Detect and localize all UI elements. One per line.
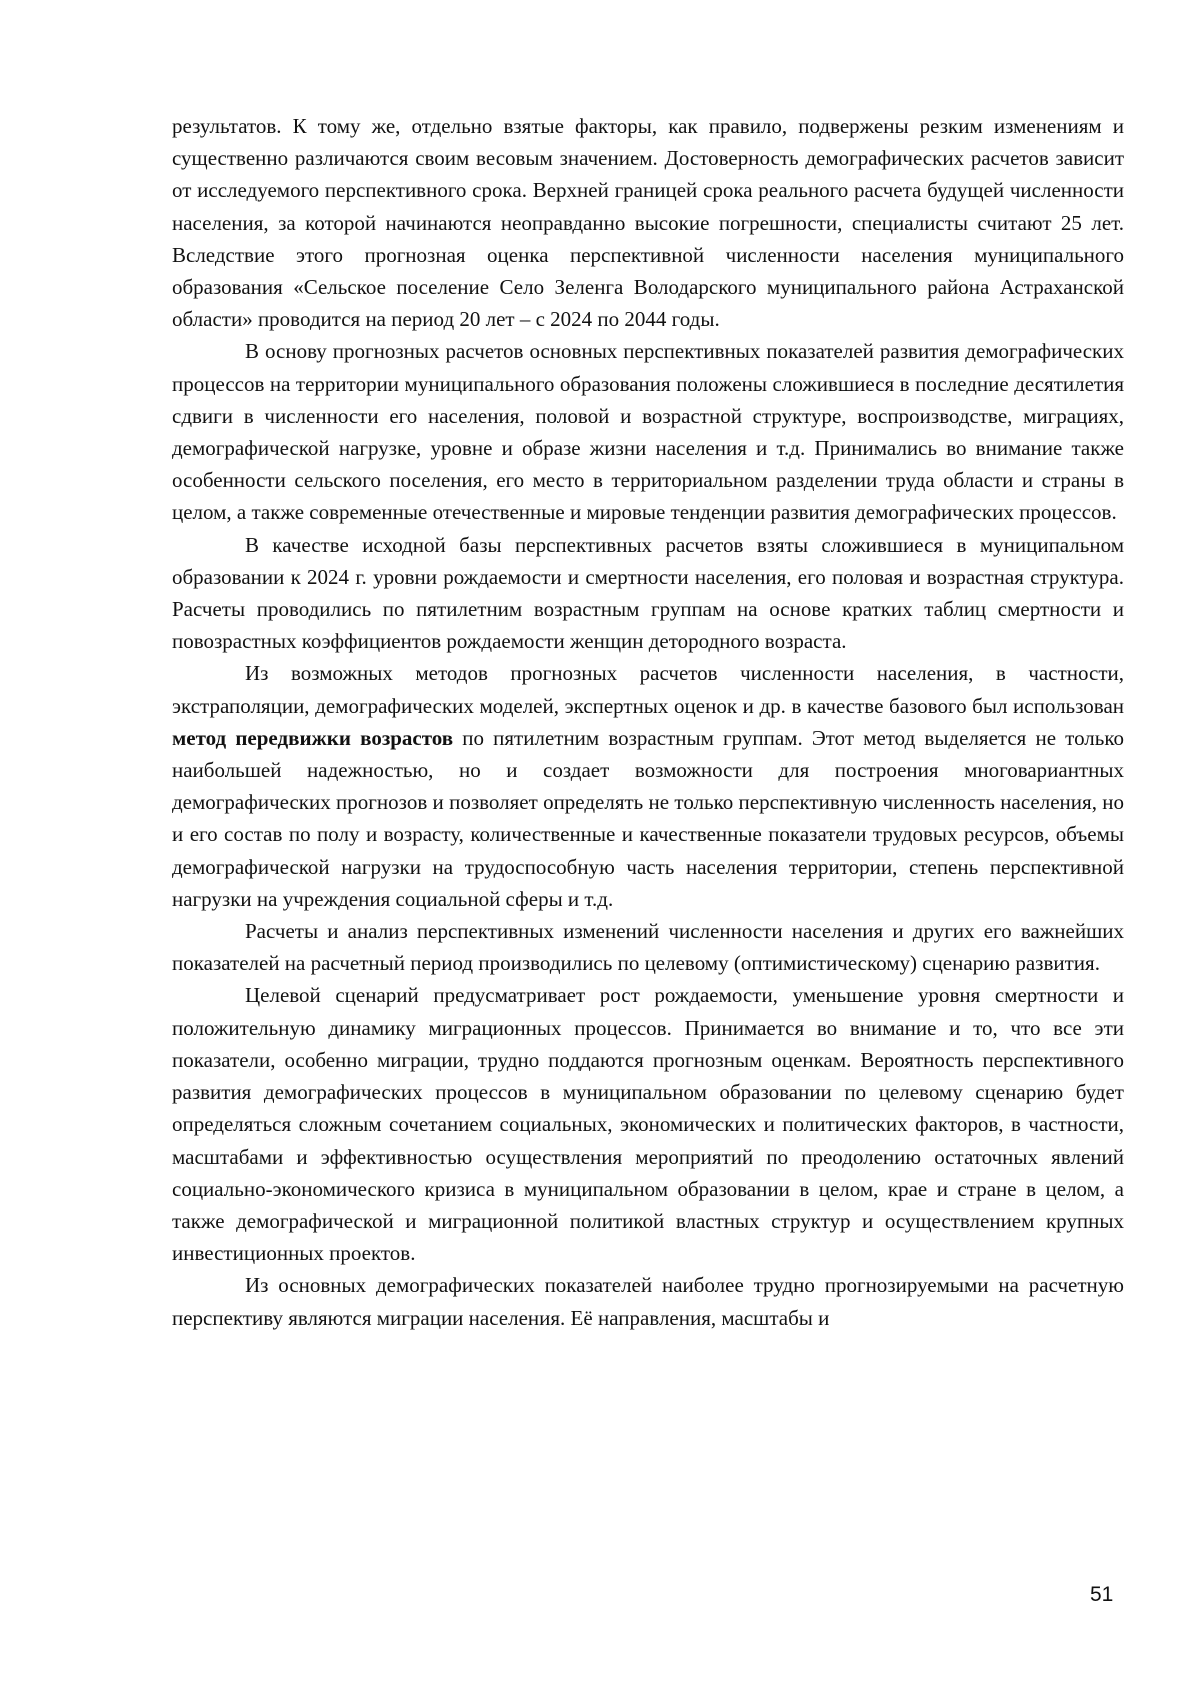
paragraph-1: результатов. К тому же, отдельно взятые факторы, как правило, подвержены резким изменениям и существенно различаются своим весовым значением. Достоверность демографических расчетов зависит от исследуемого перспективного срока. Верхней границей срока реального расчета будущей численности населения, за которой начинаются неоправданно высокие погрешности, специалисты считают 25 лет. Вследствие этого прогнозная оценка перспективной численности населения муниципального образования «Сельское поселение Село Зеленга Володарского муниципального района Астраханской области» проводится на период 20 лет – с 2024 по 2044 годы. [172,114,1124,332]
paragraph-4 [172,657,1124,915]
paragraph-3: В качестве исходной базы перспективных расчетов взяты сложившиеся в муниципальном образовании к 2024 г. уровни рождаемости и смертности населения, его половая и возрастная структура. Расчеты проводились по пятилетним возрастным группам на основе кратких таблиц смертности и повозрастных коэффициентов рождаемости женщин детородного возраста. [172,532,1124,654]
paragraph-4-after: по пятилетним возрастным группам. Этот метод выделяется не только наибольшей надежностью, но и создает возможности для построения многовариантных демографических прогнозов и позволяет определять не только перспективную численность населения, но и его состав по полу и возрасту, количественные и качественные показатели трудовых ресурсов, объемы демографической нагрузки на трудоспособную часть населения территории, степень перспективной нагрузки на учреждения социальной сферы и т.д. [172,725,1124,911]
document-page [172,110,1124,1334]
paragraph-2: В основу прогнозных расчетов основных перспективных показателей развития демографических процессов на территории муниципального образования положены сложившиеся в последние десятилетия сдвиги в численности его населения, половой и возрастной структуре, воспроизводстве, миграциях, демографической нагрузке, уровне и образе жизни населения и т.д. Принимались во внимание также особенности сельского поселения, его место в территориальном разделении труда области и страны в целом, а также современные отечественные и мировые тенденции развития демографических процессов. [172,339,1124,525]
page-number: 51 [1090,1583,1114,1606]
paragraph-6: Целевой сценарий предусматривает рост рождаемости, уменьшение уровня смертности и положительную динамику миграционных процессов. Принимается во внимание и то, что все эти показатели, особенно миграции, трудно поддаются прогнозным оценкам. Вероятность перспективного развития демографических процессов в муниципальном образовании по целевому сценарию будет определяться сложным сочетанием социальных, экономических и политических факторов, в частности, масштабами и эффективностью осуществления мероприятий по преодолению остаточных явлений социально-экономического кризиса в муниципальном образовании в целом, крае и стране в целом, а также демографической и миграционной политикой властных структур и осуществлением крупных инвестиционных проектов. [172,983,1124,1266]
paragraph-4-bold-term: метод передвижки возрастов [172,725,454,750]
paragraph-5: Расчеты и анализ перспективных изменений численности населения и других его важнейших показателей на расчетный период производились по целевому (оптимистическому) сценарию развития. [172,919,1124,976]
paragraph-7: Из основных демографических показателей наиболее трудно прогнозируемыми на расчетную перспективу являются миграции населения. Её направления, масштабы и [172,1273,1124,1330]
paragraph-4-before: Из возможных методов прогнозных расчетов численности населения, в частности, экстраполяции, демографических моделей, экспертных оценок и др. в качестве базового был использован [172,661,1124,718]
